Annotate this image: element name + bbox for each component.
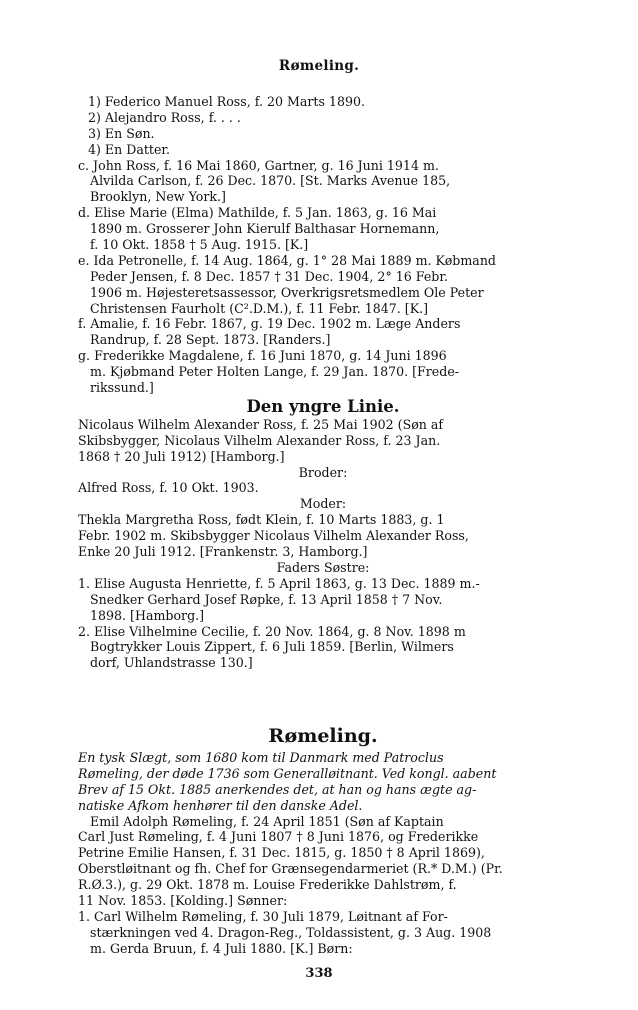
intro-line: Brev af 15 Okt. 1885 anerkendes det, at han og hans ægte ag- [78,781,477,797]
text-line: Bogtrykker Louis Zippert, f. 6 Juli 1859. [Berlin, Wilmers [90,639,454,655]
text-line: Brooklyn, New York.] [90,189,226,205]
genealogy-block-ross [78,94,568,671]
text-line: e. Ida Petronelle, f. 14 Aug. 1864, g. 1° 28 Mai 1889 m. Købmand [78,252,496,268]
text-line: 11 Nov. 1853. [Kolding.] Sønner: [78,893,288,909]
text-line: Thekla Margretha Ross, født Klein, f. 10 Marts 1883, g. 1 [78,512,445,528]
intro-line: Rømeling, der døde 1736 som Generalløitnant. Ved kongl. aabent [78,765,497,781]
section-title: Den yngre Linie. [246,396,400,416]
text-line: 1. Carl Wilhelm Rømeling, f. 30 Juli 1879, Løitnant af For- [78,908,448,924]
text-line: Nicolaus Wilhelm Alexander Ross, f. 25 Mai 1902 (Søn af [78,416,444,432]
text-line: Febr. 1902 m. Skibsbygger Nicolaus Vilhelm Alexander Ross, [78,528,469,544]
page-header: Rømeling. [278,58,360,74]
text-line: Petrine Emilie Hansen, f. 31 Dec. 1815, g. 1850 † 8 April 1869), [78,845,485,861]
text-line: Emil Adolph Rømeling, f. 24 April 1851 (Søn af Kaptain [90,813,444,829]
page-number: 338 [305,966,333,981]
text-line: Carl Just Rømeling, f. 4 Juni 1807 † 8 Juni 1876, og Frederikke [78,829,479,845]
text-line: Alfred Ross, f. 10 Okt. 1903. [78,480,259,496]
text-line: c. John Ross, f. 16 Mai 1860, Gartner, g. 16 Juni 1914 m. [78,157,439,173]
text-line: 1868 † 20 Juli 1912) [Hamborg.] [78,448,285,464]
moder-label: Moder: [299,496,347,512]
text-line: m. Kjøbmand Peter Holten Lange, f. 29 Jan. 1870. [Frede- [90,364,460,380]
genealogy-block-romeling [78,722,568,957]
text-line: Enke 20 Juli 1912. [Frankenstr. 3, Hamborg.] [78,544,368,560]
text-line: stærkningen ved 4. Dragon-Reg., Toldassistent, g. 3 Aug. 1908 [90,924,492,940]
text-line: 1) Federico Manuel Ross, f. 20 Marts 1890. [88,94,365,109]
text-line: Snedker Gerhard Josef Røpke, f. 13 April 1858 † 7 Nov. [90,591,443,607]
text-line: m. Gerda Bruun, f. 4 Juli 1880. [K.] Børn: [90,940,353,956]
text-line: 1898. [Hamborg.] [90,607,205,623]
intro-line: natiske Afkom henhører til den danske Adel. [78,797,363,813]
text-line: 1. Elise Augusta Henriette, f. 5 April 1863, g. 13 Dec. 1889 m.- [78,575,480,591]
text-line: Randrup, f. 28 Sept. 1873. [Randers.] [90,332,331,348]
text-line: Oberstløitnant og fh. Chef for Grænsegendarmeriet (R.* D.M.) (Pr. [78,861,503,877]
family-title: Rømeling. [268,725,378,747]
text-line: 4) En Datter. [88,141,171,157]
text-line: 2. Elise Vilhelmine Cecilie, f. 20 Nov. 1864, g. 8 Nov. 1898 m [78,623,466,639]
text-line: 1890 m. Grosserer John Kierulf Balthasar Hornemann, [90,221,440,237]
text-line: Alvilda Carlson, f. 26 Dec. 1870. [St. Marks Avenue 185, [90,173,451,189]
text-line: Peder Jensen, f. 8 Dec. 1857 † 31 Dec. 1904, 2° 16 Febr. [90,268,448,284]
text-line: f. 10 Okt. 1858 † 5 Aug. 1915. [K.] [90,237,309,253]
text-line: 3) En Søn. [88,125,155,141]
faders-label: Faders Søstre: [276,559,370,575]
broder-label: Broder: [298,464,348,480]
text-line: d. Elise Marie (Elma) Mathilde, f. 5 Jan. 1863, g. 16 Mai [78,205,437,221]
intro-line: En tysk Slægt, som 1680 kom til Danmark med Patroclus [78,750,444,765]
text-line: 2) Alejandro Ross, f. . . . [88,109,241,125]
text-line: rikssund.] [90,380,154,396]
text-line: 1906 m. Højesteretsassessor, Overkrigsretsmedlem Ole Peter [90,284,484,300]
text-line: g. Frederikke Magdalene, f. 16 Juni 1870, g. 14 Juni 1896 [78,348,447,364]
text-line: f. Amalie, f. 16 Febr. 1867, g. 19 Dec. 1902 m. Læge Anders [78,316,461,332]
text-line: Skibsbygger, Nicolaus Vilhelm Alexander Ross, f. 23 Jan. [78,432,441,448]
text-line: Christensen Faurholt (C².D.M.), f. 11 Febr. 1847. [K.] [90,300,429,316]
text-line: dorf, Uhlandstrasse 130.] [90,655,253,671]
text-line: R.Ø.3.), g. 29 Okt. 1878 m. Louise Frederikke Dahlstrøm, f. [78,877,457,893]
